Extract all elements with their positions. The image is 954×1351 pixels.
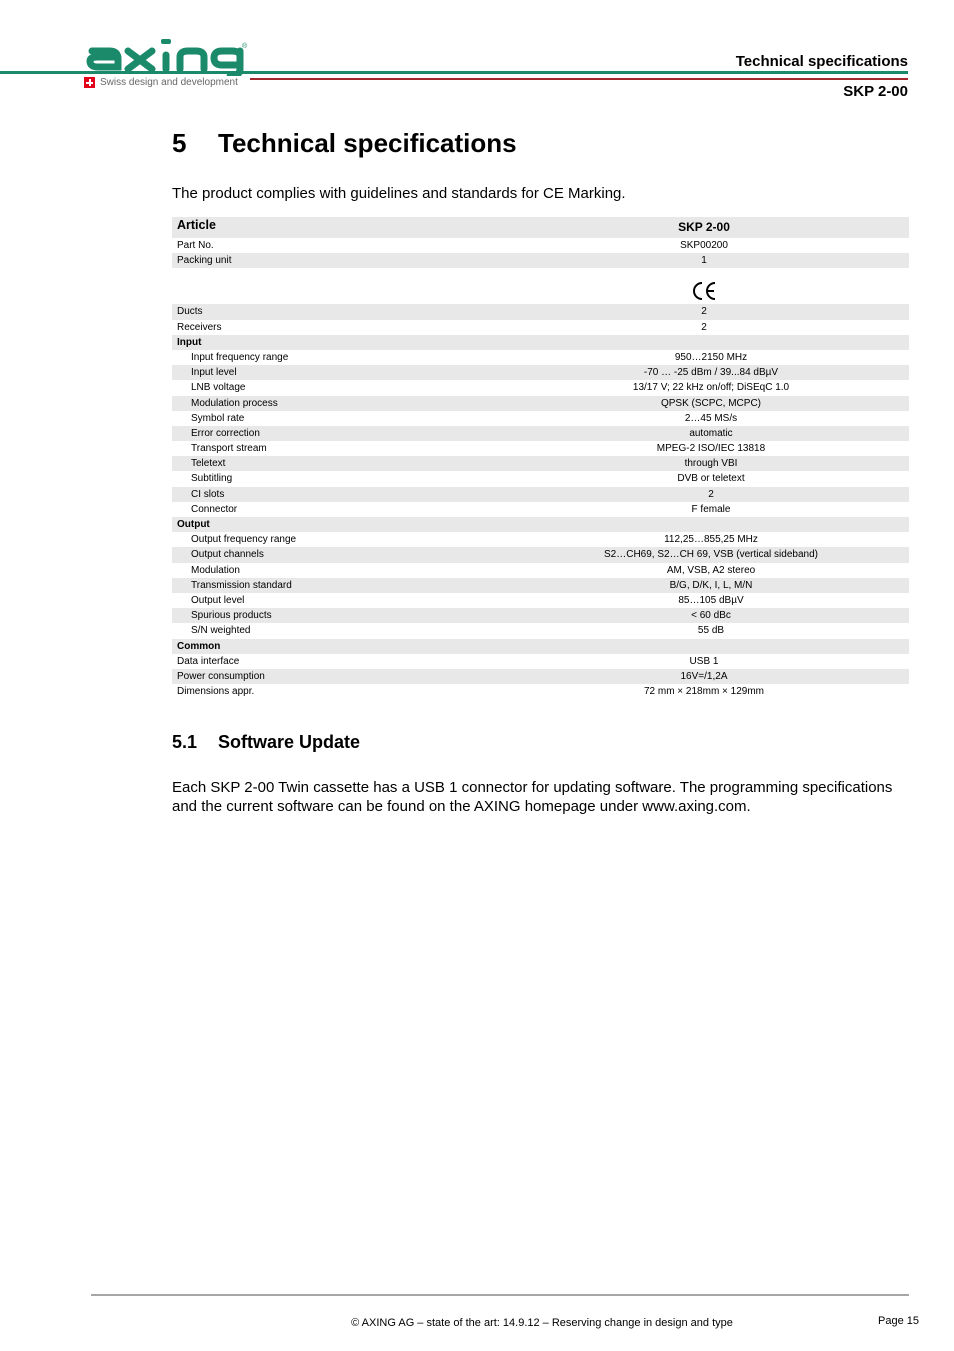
row-value: 950…2150 MHz [674,351,748,363]
row-label: Symbol rate [191,412,245,424]
row-label: Output level [191,594,245,606]
row-value [477,335,909,350]
row-label: Subtitling [191,473,233,485]
row-label: Packing unit [177,255,232,267]
row-value: DVB or teletext [677,473,745,485]
table-row [172,441,909,456]
row-label: Output frequency range [191,534,297,546]
row-label: Dimensions appr. [177,686,255,698]
row-label: Error correction [191,427,260,439]
row-label: Receivers [177,321,222,333]
row-value: 13/17 V; 22 kHz on/off; DiSEqC 1.0 [632,382,790,394]
table-row [172,253,909,268]
row-value: 55 dB [697,625,725,637]
row-value: 2…45 MS/s [684,412,738,424]
row-label: Connector [191,503,238,515]
header-rule-red [250,78,908,80]
section-label: Input [177,336,202,348]
section-label: Common [177,640,221,652]
row-value: MPEG-2 ISO/IEC 13818 [656,443,766,455]
row-label: Output channels [191,549,264,561]
row-label: Modulation process [191,397,278,409]
row-value: 72 mm × 218mm × 129mm [643,686,765,698]
table-row [172,669,909,684]
section-label: Output [177,519,210,530]
table-row [172,365,909,380]
page-title [172,128,517,159]
row-label: Power consumption [177,670,265,682]
row-label: Teletext [191,458,226,470]
table-row [172,320,909,335]
row-value: 2 [701,306,707,318]
table-row [172,547,909,562]
section-number: 5.1 [172,732,198,752]
table-row [172,268,909,304]
table-row [172,502,909,517]
row-value: 85…105 dBµV [678,594,744,606]
row-value: 2 [701,321,707,333]
row-label: Transport stream [191,443,267,455]
row-label: Modulation [191,564,240,576]
row-value [477,517,909,532]
header-section-title: Technical specifications [735,53,908,70]
row-label: Data interface [177,655,240,667]
row-value: USB 1 [689,655,719,667]
section-heading [172,732,360,753]
spec-table [172,217,909,699]
table-header-value: SKP 2-00 [678,220,730,234]
chapter-title: Technical specifications [218,128,517,158]
row-value: B/G, D/K, I, L, M/N [669,579,753,591]
tagline [84,77,238,88]
table-row [172,350,909,365]
row-value: S2…CH69, S2…CH 69, VSB (vertical sideband) [604,549,818,561]
row-value: AM, VSB, A2 stereo [666,564,756,576]
software-update-paragraph: Each SKP 2-00 Twin cassette has a USB 1 connector for updating software. The programming specifications and the current software can be found on the AXING homepage under www.axing.com. [172,779,893,815]
row-value: 2 [708,488,714,500]
table-row [172,487,909,502]
table-header-row [172,217,909,238]
row-value: automatic [689,427,733,439]
table-row [172,304,909,319]
table-row [172,471,909,486]
table-row [172,578,909,593]
table-row [172,593,909,608]
axing-logo [84,36,250,76]
header-model: SKP 2-00 [843,83,908,100]
chapter-number: 5 [172,128,187,158]
row-value: F female [691,503,731,515]
row-label: Input frequency range [191,351,289,363]
row-value [477,639,909,654]
table-row [172,396,909,411]
table-header-label: Article [177,218,216,232]
swiss-flag-icon [84,77,95,88]
page-number: Page 15 [878,1315,919,1327]
row-label: Ducts [177,306,203,318]
row-value: < 60 dBc [691,610,731,622]
table-row [172,426,909,441]
table-row [172,563,909,578]
row-label: Part No. [177,240,214,251]
row-label: Transmission standard [191,579,292,591]
row-value: 1 [701,255,707,267]
row-value [477,268,909,304]
table-section-row [172,335,909,350]
row-value: 16V=/1,2A [680,670,728,682]
table-row [172,380,909,395]
section-title: Software Update [218,732,361,752]
row-value: SKP00200 [680,240,728,251]
footer-rule [91,1294,909,1296]
table-row [172,608,909,623]
table-section-row [172,639,909,654]
table-row [172,456,909,471]
tagline-text: Swiss design and development [100,77,238,88]
row-label: LNB voltage [191,382,246,394]
intro-text: The product complies with guidelines and standards for CE Marking. [172,185,626,202]
ce-mark-icon [691,280,717,302]
header-rule-green [0,71,908,74]
footer-text: © AXING AG – state of the art: 14.9.12 – Reserving change in design and type [351,1317,733,1329]
table-row [172,623,909,638]
table-row [172,684,909,699]
row-label: Spurious products [191,610,272,622]
table-row [172,238,909,253]
row-value: QPSK (SCPC, MCPC) [660,397,761,409]
table-row [172,532,909,547]
row-value: -70 … -25 dBm / 39...84 dBµV [643,367,779,379]
svg-text:®: ® [242,43,248,50]
row-value: through VBI [684,458,738,470]
table-row [172,654,909,669]
row-value: 112,25…855,25 MHz [664,534,758,546]
row-label: CI slots [191,488,225,500]
table-row [172,411,909,426]
row-label [172,268,477,304]
row-label: Input level [191,367,237,379]
table-section-row [172,517,909,532]
row-label: S/N weighted [191,625,251,637]
